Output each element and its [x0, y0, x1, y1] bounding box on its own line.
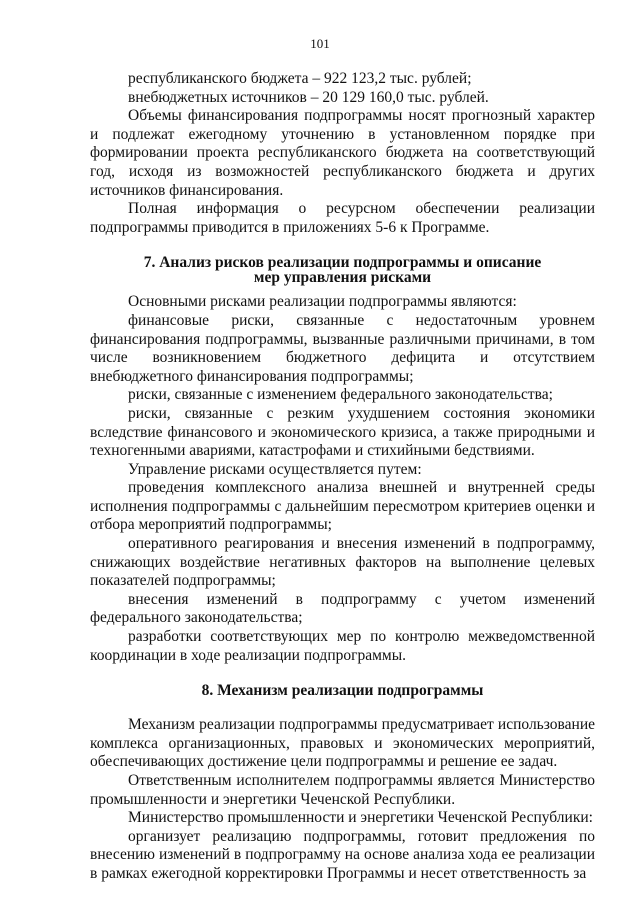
paragraph: внебюджетных источников – 20 129 160,0 тыс. рублей.	[128, 88, 489, 106]
paragraph: внесения изменений в подпрограмму с учетом изменений федерального законодательства;	[90, 590, 595, 627]
paragraph: республиканского бюджета – 922 123,2 тыс. рублей;	[128, 70, 472, 87]
heading-line: мер управления рисками	[253, 269, 432, 287]
section-8-heading: 8. Механизм реализации подпрограммы	[201, 682, 484, 700]
paragraph: финансовые риски, связанные с недостаточным уровнем финансирования подпрограммы, вызванные различными причинами, в том числе возникновением бюджетного дефицита и отсутствием внебюджетного финансирования подпрограммы;	[90, 311, 595, 385]
paragraph: риски, связанные с резким ухудшением состояния экономики вследствие финансового и экономического кризиса, а также природными и техногенными авариями, катастрофами и стихийными бедствиями.	[90, 404, 595, 460]
paragraph: проведения комплексного анализа внешней и внутренней среды исполнения подпрограммы с дальнейшим пересмотром критериев оценки и отбора мероприятий подпрограммы;	[90, 479, 595, 534]
paragraph: риски, связанные с изменением федерального законодательства;	[128, 386, 553, 404]
paragraph: организует реализацию подпрограммы, готовит предложения по внесению изменений в подпрограмму на основе анализа хода ее реализации в рамках ежегодной корректировки Программы и несет ответственность за	[90, 827, 595, 882]
paragraph: Управление рисками осуществляется путем:	[128, 460, 422, 478]
paragraph: Ответственным исполнителем подпрограммы является Министерство промышленности и энергетики Чеченской Республики.	[90, 772, 595, 808]
paragraph: разработки соответствующих мер по контролю межведомственной координации в ходе реализации подпрограммы.	[90, 628, 595, 664]
section-7-heading	[90, 255, 595, 285]
heading-line: 7. Анализ рисков реализации подпрограммы и описание	[143, 254, 542, 272]
paragraph: Министерство промышленности и энергетики Чеченской Республики:	[128, 809, 593, 827]
paragraph: Объемы финансирования подпрограммы носят прогнозный характер и подлежат ежегодному уточнению в установленном порядке при формировании проекта республиканского бюджета на соответствующий год, исходя из возможностей республиканского бюджета и других источников финансирования.	[90, 107, 595, 199]
page-number: 101	[310, 36, 330, 51]
paragraph: оперативного реагирования и внесения изменений в подпрограмму, снижающих воздействие негативных факторов на выполнение целевых показателей подпрограммы;	[90, 535, 595, 590]
paragraph: Основными рисками реализации подпрограммы являются:	[128, 293, 517, 311]
paragraph: Механизм реализации подпрограммы предусматривает использование комплекса организационных, правовых и экономических мероприятий, обеспечивающих достижение цели подпрограммы и решение ее задач.	[90, 716, 595, 771]
paragraph: Полная информация о ресурсном обеспечении реализации подпрограммы приводится в приложениях 5-6 к Программе.	[90, 200, 595, 236]
document-body	[90, 70, 595, 884]
